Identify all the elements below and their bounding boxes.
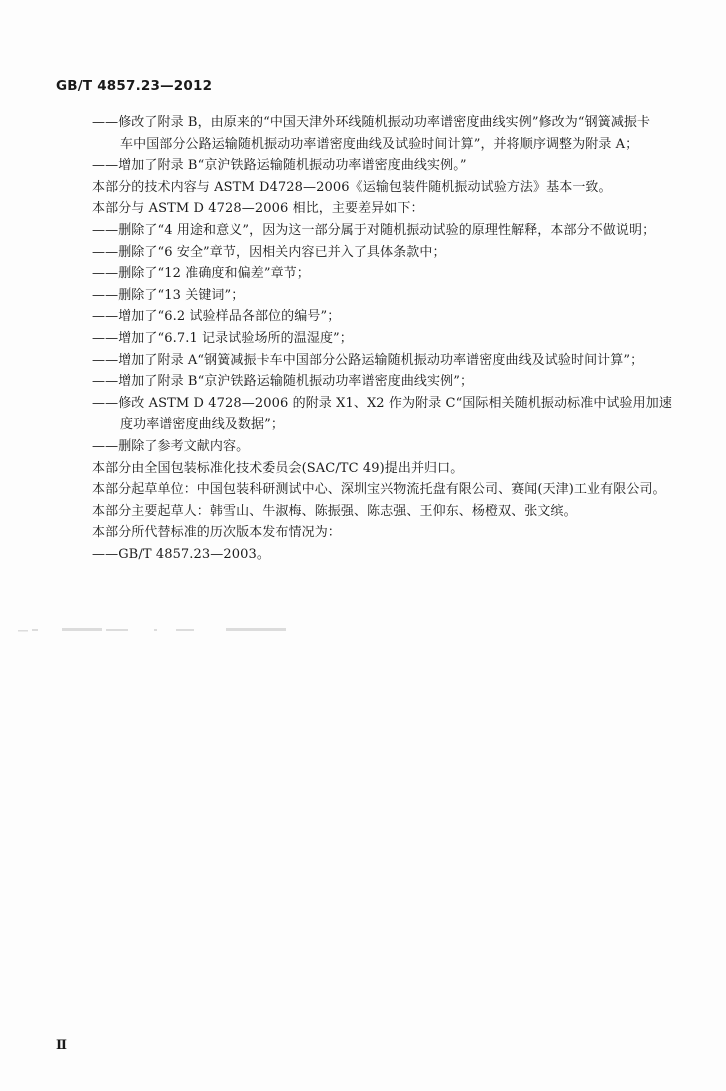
text-line: ——删除了参考文献内容。 <box>92 438 250 454</box>
text-line: 本部分起草单位：中国包装科研测试中心、深圳宝兴物流托盘有限公司、赛闻(天津)工业有限公司。 <box>92 482 666 498</box>
scan-noise-artifact <box>14 624 304 636</box>
text-line: ——删除了“6 安全”章节，因相关内容已并入了具体条款中； <box>92 244 446 260</box>
text-line: ——增加了附录 A“钢簧减振卡车中国部分公路运输随机振动功率谱密度曲线及试验时间计算”； <box>92 352 644 368</box>
text-line: ——删除了“13 关键词”； <box>92 287 245 303</box>
text-line: ——增加了附录 B“京沪铁路运输随机振动功率谱密度曲线实例。” <box>92 158 467 174</box>
text-line: 本部分与 ASTM D 4728—2006 相比，主要差异如下： <box>92 201 424 217</box>
text-line: ——增加了“6.2 试验样品各部位的编号”； <box>92 309 341 325</box>
page-number: Ⅱ <box>56 1038 67 1053</box>
text-line: ——删除了“4 用途和意义”，因为这一部分属于对随机振动试验的原理性解释，本部分不做说明； <box>92 222 656 238</box>
text-line: ——增加了“6.7.1 记录试验场所的温湿度”； <box>92 330 353 346</box>
text-line-continued: 度功率谱密度曲线及数据”； <box>120 417 284 433</box>
text-line: ——GB/T 4857.23—2003。 <box>92 546 270 562</box>
text-line: 本部分主要起草人：韩雪山、牛淑梅、陈振强、陈志强、王仰东、杨橙双、张文缤。 <box>92 503 577 519</box>
text-line: 本部分所代替标准的历次版本发布情况为： <box>92 525 341 541</box>
text-line: ——修改 ASTM D 4728—2006 的附录 X1、X2 作为附录 C“国际相关随机振动标准中试验用加速 <box>92 395 672 411</box>
document-body <box>92 112 688 565</box>
text-line: 本部分的技术内容与 ASTM D4728—2006《运输包装件随机振动试验方法》基本一致。 <box>92 179 612 195</box>
text-line: ——删除了“12 准确度和偏差”章节； <box>92 266 310 282</box>
text-line: ——修改了附录 B，由原来的“中国天津外环线随机振动功率谱密度曲线实例”修改为“钢簧减振卡 <box>92 115 651 130</box>
text-line-continued: 车中国部分公路运输随机振动功率谱密度曲线及试验时间计算”，并将顺序调整为附录 A； <box>120 136 639 152</box>
text-line: ——增加了附录 B“京沪铁路运输随机振动功率谱密度曲线实例”； <box>92 374 474 390</box>
text-line: 本部分由全国包装标准化技术委员会(SAC/TC 49)提出并归口。 <box>92 460 464 476</box>
standard-code-header: GB/T 4857.23—2012 <box>56 78 213 94</box>
